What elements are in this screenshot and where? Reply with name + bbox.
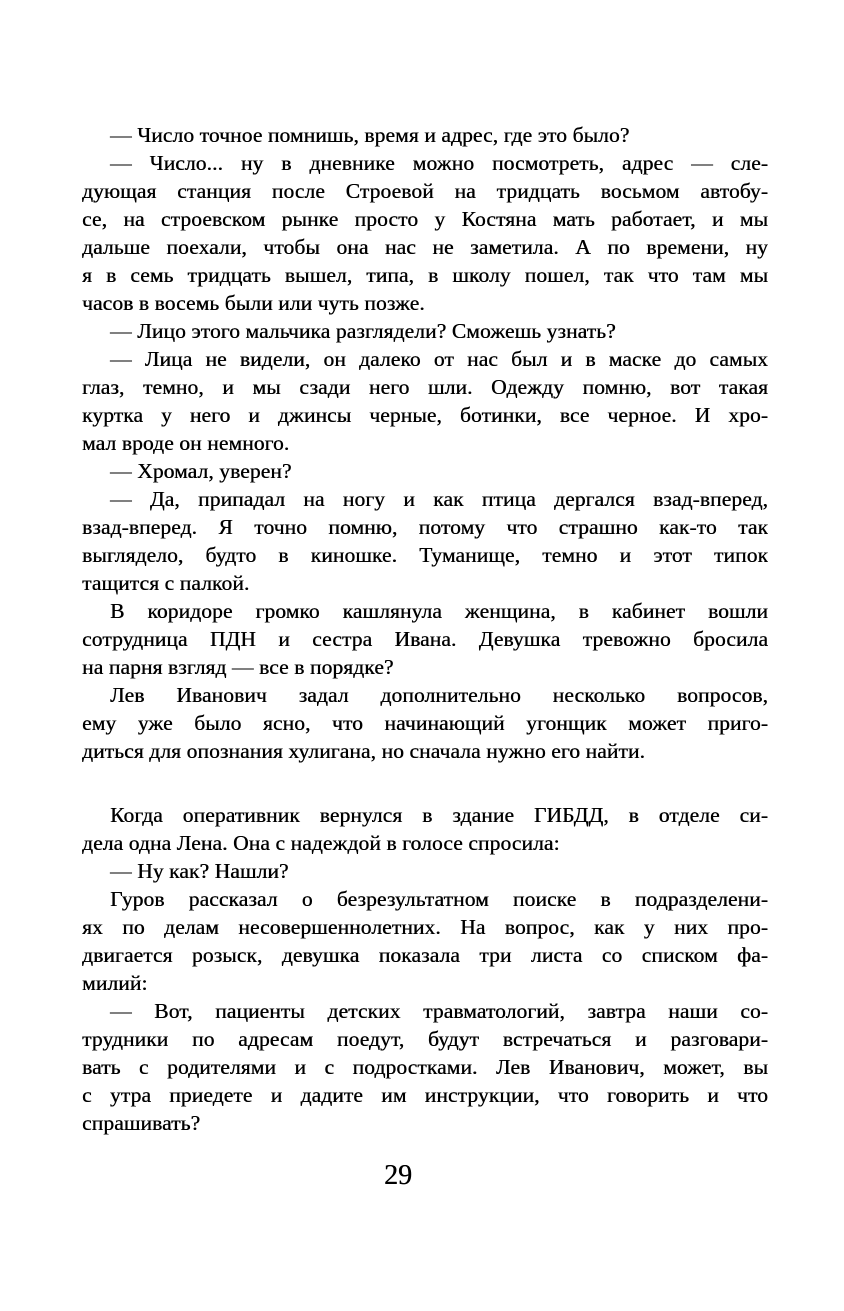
text-line: — Число точное помнишь, время и адрес, где это было? (110, 123, 630, 147)
text-line: милий: (82, 971, 148, 995)
text-line: ему уже было ясно, что начинающий угонщик может приго- (82, 711, 768, 735)
paragraph (82, 345, 768, 457)
text-line: — Лица не видели, он далеко от нас был и в маске до самых (110, 347, 768, 371)
text-line: Лев Иванович задал дополнительно несколько вопросов, (110, 683, 768, 707)
paragraph (82, 997, 768, 1137)
text-line: тащится с палкой. (82, 571, 250, 595)
text-line: — Ну как? Нашли? (110, 859, 289, 883)
page-text (82, 121, 768, 1137)
paragraph (82, 597, 768, 681)
text-line: — Лицо этого мальчика разглядели? Сможешь узнать? (110, 319, 616, 343)
paragraph (82, 885, 768, 997)
paragraph (82, 317, 768, 345)
text-line: — Хромал, уверен? (110, 459, 292, 483)
paragraph (82, 801, 768, 857)
text-line: глаз, темно, и мы сзади него шли. Одежду помню, вот такая (82, 375, 768, 399)
text-line: выглядело, будто в киношке. Туманище, темно и этот типок (82, 543, 768, 567)
text-line: спрашивать? (82, 1111, 201, 1135)
text-line: на парня взгляд — все в порядке? (82, 655, 394, 679)
text-line: ях по делам несовершеннолетних. На вопрос, как у них про- (82, 915, 768, 939)
text-line: Когда оперативник вернулся в здание ГИБДД, в отделе си- (110, 803, 768, 827)
text-line: с утра приедете и дадите им инструкции, что говорить и что (82, 1083, 768, 1107)
page-number: 29 (384, 1160, 412, 1191)
text-line: сотрудница ПДН и сестра Ивана. Девушка тревожно бросила (82, 627, 768, 651)
text-line: дальше поехали, чтобы она нас не заметила. А по времени, ну (82, 235, 768, 259)
text-line: — Вот, пациенты детских травматологий, завтра наши со- (110, 999, 768, 1023)
text-line: — Да, припадал на ногу и как птица дергался взад-вперед, (110, 487, 768, 511)
text-line: часов в восемь были или чуть позже. (82, 291, 425, 315)
text-line: трудники по адресам поедут, будут встречаться и разговари- (82, 1027, 768, 1051)
paragraph (82, 485, 768, 597)
text-line: Гуров рассказал о безрезультатном поиске в подразделени- (110, 887, 768, 911)
paragraph (82, 121, 768, 149)
paragraph (82, 681, 768, 765)
text-line: диться для опознания хулигана, но сначала нужно его найти. (82, 739, 645, 763)
text-line: дела одна Лена. Она с надеждой в голосе спросила: (82, 831, 560, 855)
text-line: — Число... ну в дневнике можно посмотреть, адрес — сле- (110, 151, 768, 175)
text-line: я в семь тридцать вышел, типа, в школу пошел, так что там мы (82, 263, 768, 287)
text-line: се, на строевском рынке просто у Костяна мать работает, и мы (82, 207, 768, 231)
text-line: дующая станция после Строевой на тридцать восьмом автобу- (82, 179, 768, 203)
text-line: мал вроде он немного. (82, 431, 290, 455)
paragraph (82, 857, 768, 885)
text-line: двигается розыск, девушка показала три листа со списком фа- (82, 943, 768, 967)
text-line: В коридоре громко кашлянула женщина, в кабинет вошли (110, 599, 768, 623)
text-line: куртка у него и джинсы черные, ботинки, все черное. И хро- (82, 403, 768, 427)
paragraph (82, 457, 768, 485)
text-line: взад-вперед. Я точно помню, потому что страшно как-то так (82, 515, 768, 539)
paragraph (82, 149, 768, 317)
text-line: вать с родителями и с подростками. Лев Иванович, может, вы (82, 1055, 768, 1079)
